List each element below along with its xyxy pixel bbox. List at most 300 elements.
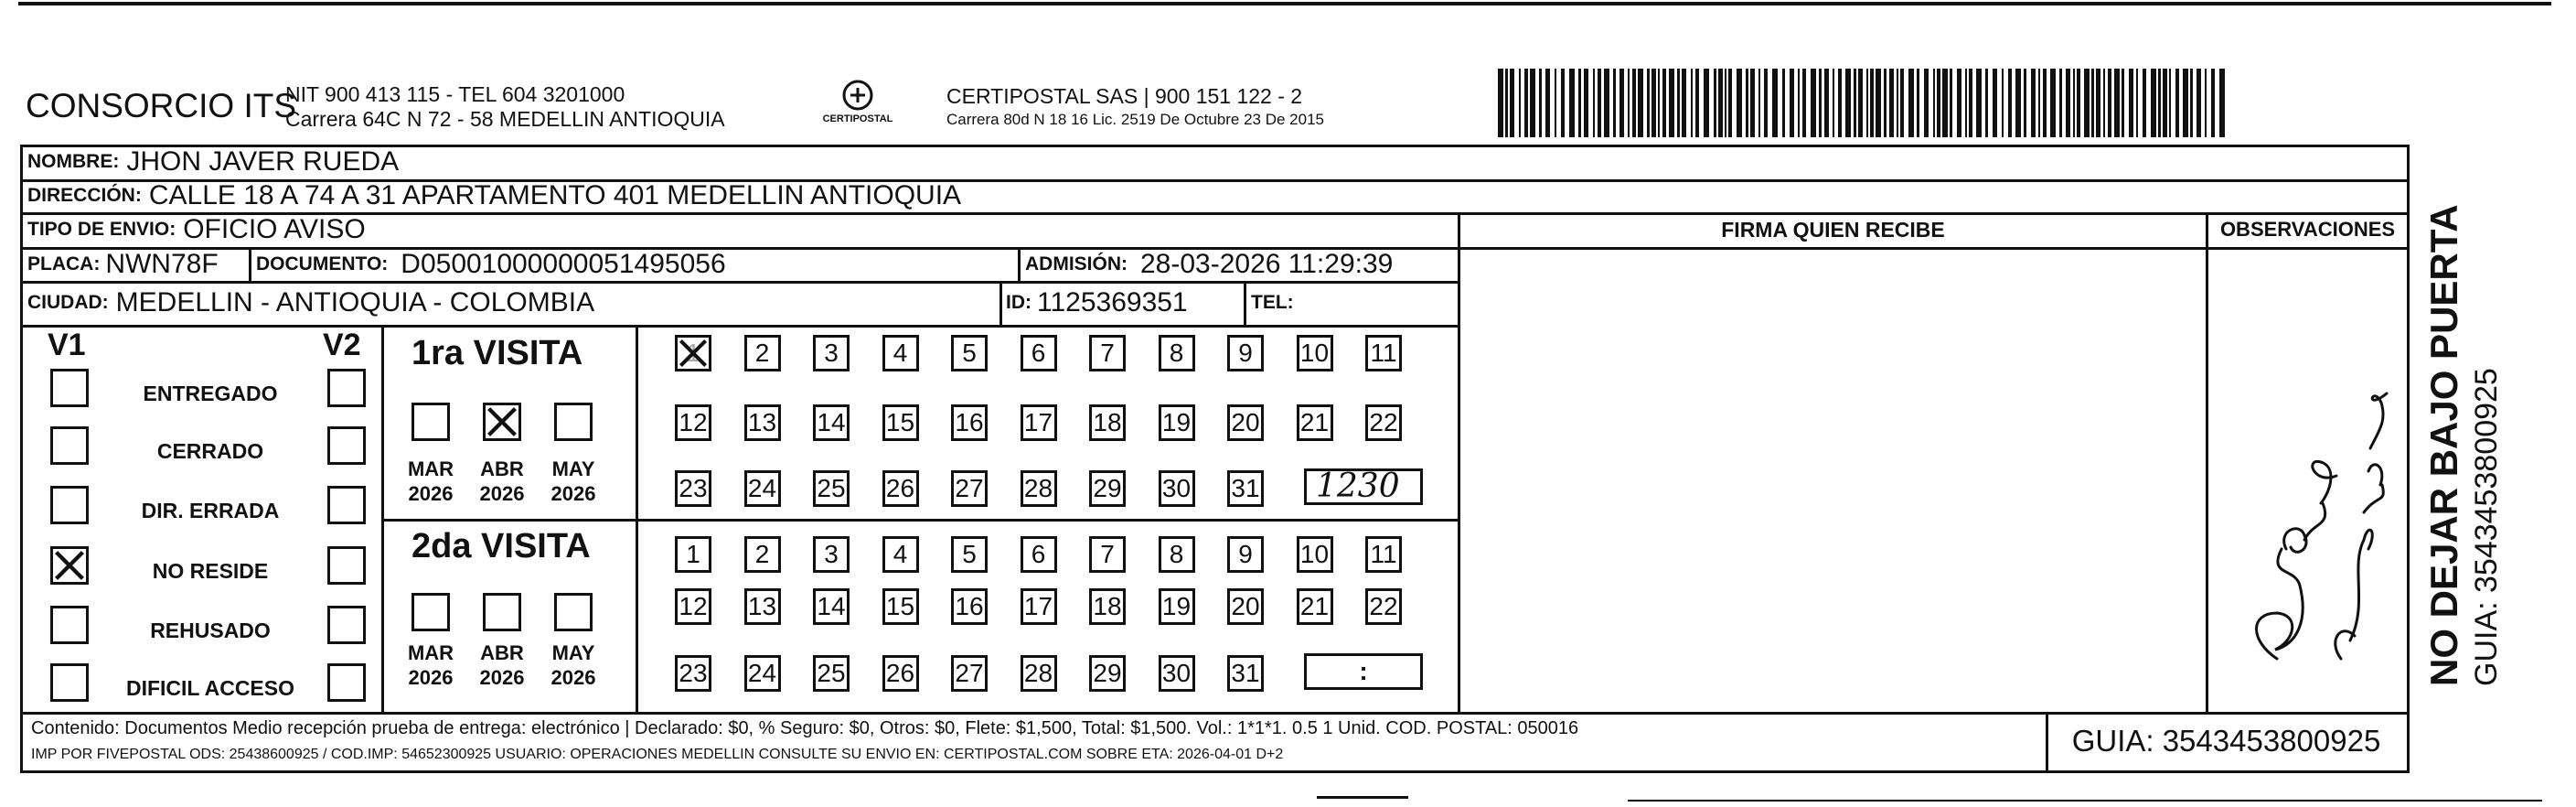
- barcode-bar: [1798, 69, 1800, 137]
- day-box-20[interactable]: [1227, 404, 1264, 441]
- table-right-line: [2407, 145, 2410, 773]
- barcode-bar: [1976, 69, 1982, 137]
- day-box-11[interactable]: [1365, 536, 1402, 573]
- barcode-bar: [2163, 69, 2167, 137]
- certipostal-logo: [812, 79, 903, 134]
- status-visit-divider: [381, 325, 384, 712]
- day-number: 27: [955, 474, 984, 502]
- barcode-bar: [2096, 69, 2100, 137]
- barcode-bar: [1728, 69, 1732, 137]
- admision-label: ADMISIÓN:: [1025, 253, 1128, 274]
- day-number: 9: [1238, 540, 1253, 568]
- second-visit-time-box[interactable]: [1304, 653, 1423, 690]
- day-box-16[interactable]: [951, 404, 988, 441]
- barcode-bar: [2015, 69, 2021, 137]
- barcode-bar: [1884, 69, 1887, 137]
- barcode-bar: [1505, 69, 1508, 137]
- barcode-bar: [1593, 69, 1595, 137]
- barcode-bar: [1651, 69, 1656, 137]
- barcode-bar: [1555, 69, 1556, 137]
- barcode-bar: [2084, 69, 2090, 137]
- day-box-11[interactable]: [1365, 335, 1402, 371]
- day-number: 20: [1231, 408, 1260, 436]
- day-box-29[interactable]: [1089, 470, 1126, 507]
- month-label: MAR 2026: [407, 457, 454, 505]
- day-number: 24: [747, 474, 777, 502]
- day-box-15[interactable]: [882, 588, 919, 625]
- status-option-label: CERRADO: [156, 439, 264, 463]
- barcode-bar: [1897, 69, 1898, 137]
- v1-checkbox[interactable]: [50, 546, 89, 585]
- ciudad-value: MEDELLIN - ANTIOQUIA - COLOMBIA: [115, 287, 595, 317]
- barcode-bar: [1969, 69, 1972, 137]
- barcode-bar: [1604, 69, 1609, 137]
- day-number: 28: [1023, 659, 1053, 687]
- ciudad-row: [27, 281, 594, 325]
- id-value: 1125369351: [1037, 287, 1188, 317]
- day-box-12[interactable]: [675, 588, 711, 625]
- day-number: 22: [1369, 408, 1398, 436]
- barcode-bar: [2219, 69, 2225, 137]
- day-box-10[interactable]: [1297, 536, 1333, 573]
- day-number: 7: [1100, 339, 1115, 367]
- day-box-31[interactable]: [1227, 655, 1264, 692]
- barcode-bar: [1598, 69, 1601, 137]
- month-checkbox-abr[interactable]: [483, 593, 521, 631]
- month-label: MAY 2026: [550, 457, 596, 505]
- barcode-bar: [2183, 69, 2188, 137]
- day-box-10[interactable]: [1297, 335, 1333, 371]
- day-number: 23: [679, 474, 708, 502]
- day-number: 22: [1369, 592, 1398, 620]
- observaciones-left-line: [2206, 212, 2208, 712]
- day-number: 29: [1093, 474, 1122, 502]
- id-tel-divider: [1244, 281, 1246, 325]
- barcode-bar: [1802, 69, 1806, 137]
- barcode-bar: [1764, 69, 1768, 137]
- day-number: 4: [893, 540, 908, 568]
- day-box-20[interactable]: [1227, 588, 1264, 625]
- day-box-22[interactable]: [1365, 404, 1402, 441]
- barcode-bar: [1691, 69, 1693, 137]
- day-box-21[interactable]: [1297, 588, 1333, 625]
- day-number: 20: [1231, 592, 1260, 620]
- barcode-bar: [1584, 69, 1588, 137]
- month-label: ABR 2026: [479, 457, 525, 505]
- month-label: MAY 2026: [550, 641, 596, 689]
- day-number: 17: [1023, 408, 1053, 436]
- second-visit-time: :: [1359, 657, 1368, 685]
- table-bottom-line: [20, 770, 2409, 773]
- barcode-bar: [1658, 69, 1660, 137]
- v2-checkbox[interactable]: [327, 369, 366, 407]
- day-box-7[interactable]: [1089, 335, 1126, 371]
- day-number: 2: [754, 540, 770, 568]
- day-number: 7: [1100, 540, 1115, 568]
- day-number: 6: [1031, 540, 1046, 568]
- month-checkbox-abr[interactable]: [483, 403, 521, 441]
- day-box-8[interactable]: [1159, 335, 1195, 371]
- observaciones-header: OBSERVACIONES: [2219, 218, 2396, 241]
- day-box-14[interactable]: [813, 588, 850, 625]
- month-checkbox-may[interactable]: [554, 593, 593, 631]
- barcode-bar: [1811, 69, 1816, 137]
- tipo-label: TIPO DE ENVIO:: [27, 219, 176, 240]
- day-number: 31: [1231, 659, 1260, 687]
- barcode-bar: [2103, 69, 2105, 137]
- v2-checkbox[interactable]: [327, 663, 366, 702]
- barcode-bar: [1858, 69, 1863, 137]
- barcode: [1498, 69, 2229, 137]
- day-box-21[interactable]: [1297, 404, 1333, 441]
- barcode-bar: [1718, 69, 1723, 137]
- day-number: 30: [1161, 474, 1192, 502]
- day-box-27[interactable]: [951, 470, 988, 507]
- ciudad-label: CIUDAD:: [27, 292, 109, 313]
- row-line-5: [20, 325, 1458, 328]
- day-number: 11: [1370, 540, 1397, 568]
- barcode-bar: [1819, 69, 1822, 137]
- day-number: 23: [679, 659, 708, 687]
- day-box-16[interactable]: [951, 588, 988, 625]
- v2-header: V2: [323, 328, 361, 362]
- top-border-line: [18, 2, 2551, 5]
- day-number: 10: [1299, 540, 1330, 568]
- day-box-27[interactable]: [951, 655, 988, 692]
- v1-checkbox[interactable]: [50, 606, 89, 644]
- direccion-row: [27, 179, 961, 212]
- barcode-bar: [2197, 69, 2201, 137]
- tipo-row: [27, 212, 366, 247]
- barcode-bar: [2129, 69, 2133, 137]
- barcode-bar: [2143, 69, 2146, 137]
- doc-admision-divider: [1018, 247, 1021, 281]
- day-number: 21: [1299, 592, 1330, 620]
- v2-checkbox[interactable]: [327, 546, 366, 585]
- day-number: 19: [1161, 592, 1192, 620]
- status-option-label: ENTREGADO: [143, 382, 278, 405]
- side-guia: GUIA: 3543453800925: [2469, 368, 2504, 686]
- barcode-bar: [2114, 69, 2120, 137]
- day-number: 3: [824, 339, 839, 367]
- check-x-mark: [486, 405, 518, 438]
- side-text: [2421, 174, 2559, 686]
- barcode-bar: [2211, 69, 2215, 137]
- day-number: 27: [955, 659, 984, 687]
- barcode-bar: [1833, 69, 1834, 137]
- day-box-29[interactable]: [1089, 655, 1126, 692]
- day-number: 15: [885, 592, 915, 620]
- barcode-bar: [1937, 69, 1940, 137]
- no-dejar-bajo-puerta: NO DEJAR BAJO PUERTA: [2422, 204, 2465, 686]
- barcode-bar: [1866, 69, 1868, 137]
- day-box-13[interactable]: [744, 588, 781, 625]
- courier-address: Carrera 80d N 18 16 Lic. 2519 De Octubre 23 De 2015: [946, 111, 1324, 128]
- bottom-fragment-line: [1317, 796, 1408, 799]
- day-box-9[interactable]: [1227, 536, 1264, 573]
- company-nit: NIT 900 413 115 - TEL 604 3201000: [285, 82, 625, 106]
- day-box-24[interactable]: [744, 470, 781, 507]
- day-box-3[interactable]: [813, 335, 850, 371]
- barcode-bar: [1917, 69, 1919, 137]
- day-box-19[interactable]: [1159, 588, 1195, 625]
- id-label: ID:: [1006, 292, 1031, 313]
- day-box-22[interactable]: [1365, 588, 1402, 625]
- barcode-bar: [2038, 69, 2040, 137]
- day-number: 4: [893, 339, 908, 367]
- day-box-18[interactable]: [1089, 588, 1126, 625]
- day-number: 3: [824, 540, 839, 568]
- day-box-19[interactable]: [1159, 404, 1195, 441]
- day-number: 25: [817, 659, 846, 687]
- company-address: Carrera 64C N 72 - 58 MEDELLIN ANTIOQUIA: [285, 107, 725, 131]
- barcode-bar: [1942, 69, 1948, 137]
- day-number: 6: [1031, 339, 1046, 367]
- barcode-bar: [1737, 69, 1742, 137]
- footer-contenido: Contenido: Documentos Medio recepción prueba de entrega: electrónico | Declarado: $0, % Seguro: $0, Otros: $0, Flete: $1,500, Total: $1,500. Vol.: 1*1*1. 0.5 1 Unid. COD. POSTAL: 050016: [31, 718, 1579, 738]
- barcode-bar: [1569, 69, 1575, 137]
- day-number: 31: [1231, 474, 1260, 502]
- day-box-7[interactable]: [1089, 536, 1126, 573]
- barcode-bar: [1628, 69, 1630, 137]
- status-option-label: NO RESIDE: [152, 559, 269, 583]
- barcode-bar: [1725, 69, 1726, 137]
- tel-row: [1251, 281, 1294, 325]
- direccion-value: CALLE 18 A 74 A 31 APARTAMENTO 401 MEDELLIN ANTIOQUIA: [148, 180, 962, 210]
- placa-doc-divider: [249, 247, 251, 281]
- day-box-13[interactable]: [744, 404, 781, 441]
- day-number: 21: [1299, 408, 1330, 436]
- day-number: 11: [1370, 339, 1397, 367]
- barcode-bar: [1561, 69, 1565, 137]
- v1-checkbox[interactable]: [50, 486, 89, 524]
- day-box-3[interactable]: [813, 536, 850, 573]
- nombre-row: [27, 145, 399, 179]
- status-option-label: REHUSADO: [150, 619, 271, 642]
- barcode-bar: [1876, 69, 1881, 137]
- logo-icon: [812, 79, 903, 134]
- barcode-bar: [1838, 69, 1842, 137]
- day-number: 5: [962, 540, 977, 568]
- firma-left-line: [1458, 212, 1460, 712]
- second-visit-title: 2da VISITA: [412, 527, 591, 565]
- barcode-bar: [1632, 69, 1636, 137]
- barcode-bar: [2073, 69, 2075, 137]
- barcode-bar: [1790, 69, 1794, 137]
- barcode-bar: [1758, 69, 1760, 137]
- day-box-17[interactable]: [1021, 404, 1057, 441]
- day-box-2[interactable]: [744, 335, 781, 371]
- day-number: 1: [686, 339, 700, 367]
- day-box-25[interactable]: [813, 470, 850, 507]
- day-number: 1: [686, 540, 700, 568]
- v2-checkbox[interactable]: [327, 426, 366, 465]
- footer-guia: GUIA: 3543453800925: [2071, 724, 2381, 758]
- barcode-bar: [1638, 69, 1643, 137]
- day-box-26[interactable]: [882, 655, 919, 692]
- barcode-bar: [1746, 69, 1748, 137]
- day-number: 5: [962, 339, 977, 367]
- v1-checkbox[interactable]: [50, 369, 89, 407]
- check-x-mark: [53, 549, 86, 582]
- day-number: 19: [1161, 408, 1192, 436]
- barcode-bar: [1957, 69, 1961, 137]
- day-box-1[interactable]: [675, 335, 711, 371]
- placa-value: NWN78F: [105, 248, 219, 279]
- barcode-bar: [2066, 69, 2070, 137]
- day-box-30[interactable]: [1159, 470, 1195, 507]
- day-box-26[interactable]: [882, 470, 919, 507]
- day-number: 24: [747, 659, 777, 687]
- company-name: CONSORCIO ITS: [26, 87, 297, 124]
- day-number: 16: [955, 592, 984, 620]
- day-number: 30: [1161, 659, 1192, 687]
- day-number: 14: [817, 408, 846, 436]
- day-number: 25: [817, 474, 846, 502]
- barcode-bar: [2002, 69, 2004, 137]
- handwritten-signature: [2213, 274, 2396, 705]
- barcode-bar: [1524, 69, 1528, 137]
- day-number: 26: [885, 474, 915, 502]
- logo-text: CERTIPOSTAL: [822, 113, 893, 124]
- barcode-bar: [1619, 69, 1624, 137]
- barcode-bar: [2031, 69, 2036, 137]
- barcode-bar: [1993, 69, 1997, 137]
- day-box-31[interactable]: [1227, 470, 1264, 507]
- day-box-28[interactable]: [1021, 655, 1057, 692]
- day-number: 18: [1093, 592, 1122, 620]
- barcode-bar: [1530, 69, 1535, 137]
- barcode-bar: [1662, 69, 1666, 137]
- courier-name: CERTIPOSTAL SAS | 900 151 122 - 2: [946, 84, 1303, 108]
- admision-value: 28-03-2026 11:29:39: [1140, 248, 1394, 279]
- day-number: 2: [754, 339, 770, 367]
- status-option-label: DIR. ERRADA: [141, 499, 280, 522]
- day-box-18[interactable]: [1089, 404, 1126, 441]
- barcode-bar: [1782, 69, 1785, 137]
- barcode-bar: [1950, 69, 1952, 137]
- barcode-bar: [1714, 69, 1716, 137]
- day-box-1[interactable]: [675, 536, 711, 573]
- documento-value: D05001000000051495056: [401, 248, 726, 279]
- day-box-30[interactable]: [1159, 655, 1195, 692]
- admision-row: [1025, 247, 1393, 281]
- day-box-6[interactable]: [1021, 536, 1057, 573]
- barcode-bar: [1985, 69, 1988, 137]
- day-number: 13: [747, 408, 777, 436]
- documento-label: DOCUMENTO:: [256, 253, 389, 274]
- day-box-14[interactable]: [813, 404, 850, 441]
- day-box-5[interactable]: [951, 335, 988, 371]
- barcode-bar: [2136, 69, 2138, 137]
- barcode-bar: [2108, 69, 2111, 137]
- month-label: MAR 2026: [407, 641, 454, 689]
- tel-label: TEL:: [1251, 292, 1294, 313]
- nombre-label: NOMBRE:: [27, 151, 120, 172]
- day-box-12[interactable]: [675, 404, 711, 441]
- bottom-fragment-line: [1628, 800, 2542, 802]
- direccion-label: DIRECCIÓN:: [27, 185, 142, 206]
- v1-header: V1: [48, 328, 86, 362]
- check-x-mark: [678, 338, 709, 369]
- status-option-label: DIFICIL ACCESO: [125, 676, 294, 700]
- day-box-5[interactable]: [951, 536, 988, 573]
- barcode-bar: [2158, 69, 2161, 137]
- day-box-6[interactable]: [1021, 335, 1057, 371]
- barcode-bar: [2008, 69, 2012, 137]
- day-box-23[interactable]: [675, 470, 711, 507]
- day-number: 28: [1023, 474, 1053, 502]
- day-number: 14: [817, 592, 846, 620]
- tipo-value: OFICIO AVISO: [183, 214, 366, 244]
- day-box-17[interactable]: [1021, 588, 1057, 625]
- barcode-bar: [2091, 69, 2094, 137]
- day-box-28[interactable]: [1021, 470, 1057, 507]
- barcode-bar: [1933, 69, 1935, 137]
- day-box-4[interactable]: [882, 335, 919, 371]
- barcode-bar: [1772, 69, 1778, 137]
- barcode-bar: [2190, 69, 2193, 137]
- barcode-bar: [1578, 69, 1581, 137]
- day-number: 29: [1093, 659, 1122, 687]
- day-box-8[interactable]: [1159, 536, 1195, 573]
- day-box-15[interactable]: [882, 404, 919, 441]
- day-number: 8: [1169, 339, 1184, 367]
- barcode-bar: [1539, 69, 1542, 137]
- barcode-bar: [2122, 69, 2124, 137]
- firma-header: FIRMA QUIEN RECIBE: [1721, 218, 1945, 242]
- day-box-25[interactable]: [813, 655, 850, 692]
- barcode-bar: [1870, 69, 1874, 137]
- barcode-bar: [1924, 69, 1929, 137]
- barcode-bar: [2024, 69, 2026, 137]
- barcode-bar: [1647, 69, 1650, 137]
- day-number: 18: [1093, 408, 1122, 436]
- barcode-bar: [2151, 69, 2156, 137]
- placa-row: [27, 247, 219, 281]
- barcode-bar: [1695, 69, 1699, 137]
- v2-checkbox[interactable]: [327, 486, 366, 524]
- v2-checkbox[interactable]: [327, 606, 366, 644]
- day-box-24[interactable]: [744, 655, 781, 692]
- day-number: 9: [1238, 339, 1253, 367]
- barcode-bar: [1908, 69, 1914, 137]
- day-number: 17: [1023, 592, 1053, 620]
- nombre-value: JHON JAVER RUEDA: [126, 146, 400, 177]
- day-box-23[interactable]: [675, 655, 711, 692]
- month-checkbox-mar[interactable]: [412, 403, 450, 441]
- day-box-4[interactable]: [882, 536, 919, 573]
- month-checkbox-may[interactable]: [554, 403, 593, 441]
- day-number: 16: [955, 408, 984, 436]
- barcode-bar: [1545, 69, 1550, 137]
- day-box-2[interactable]: [744, 536, 781, 573]
- barcode-bar: [1613, 69, 1616, 137]
- table-left-line: [20, 145, 23, 773]
- v1-checkbox[interactable]: [50, 663, 89, 702]
- first-visit-time-box[interactable]: [1304, 468, 1423, 505]
- day-number: 15: [885, 408, 915, 436]
- barcode-bar: [1704, 69, 1709, 137]
- barcode-bar: [2043, 69, 2047, 137]
- v1-checkbox[interactable]: [50, 426, 89, 465]
- documento-row: [256, 247, 726, 281]
- day-box-9[interactable]: [1227, 335, 1264, 371]
- ciudad-id-divider: [999, 281, 1002, 325]
- month-checkbox-mar[interactable]: [412, 593, 450, 631]
- barcode-bar: [1510, 69, 1514, 137]
- visit-divider-line: [381, 519, 1458, 522]
